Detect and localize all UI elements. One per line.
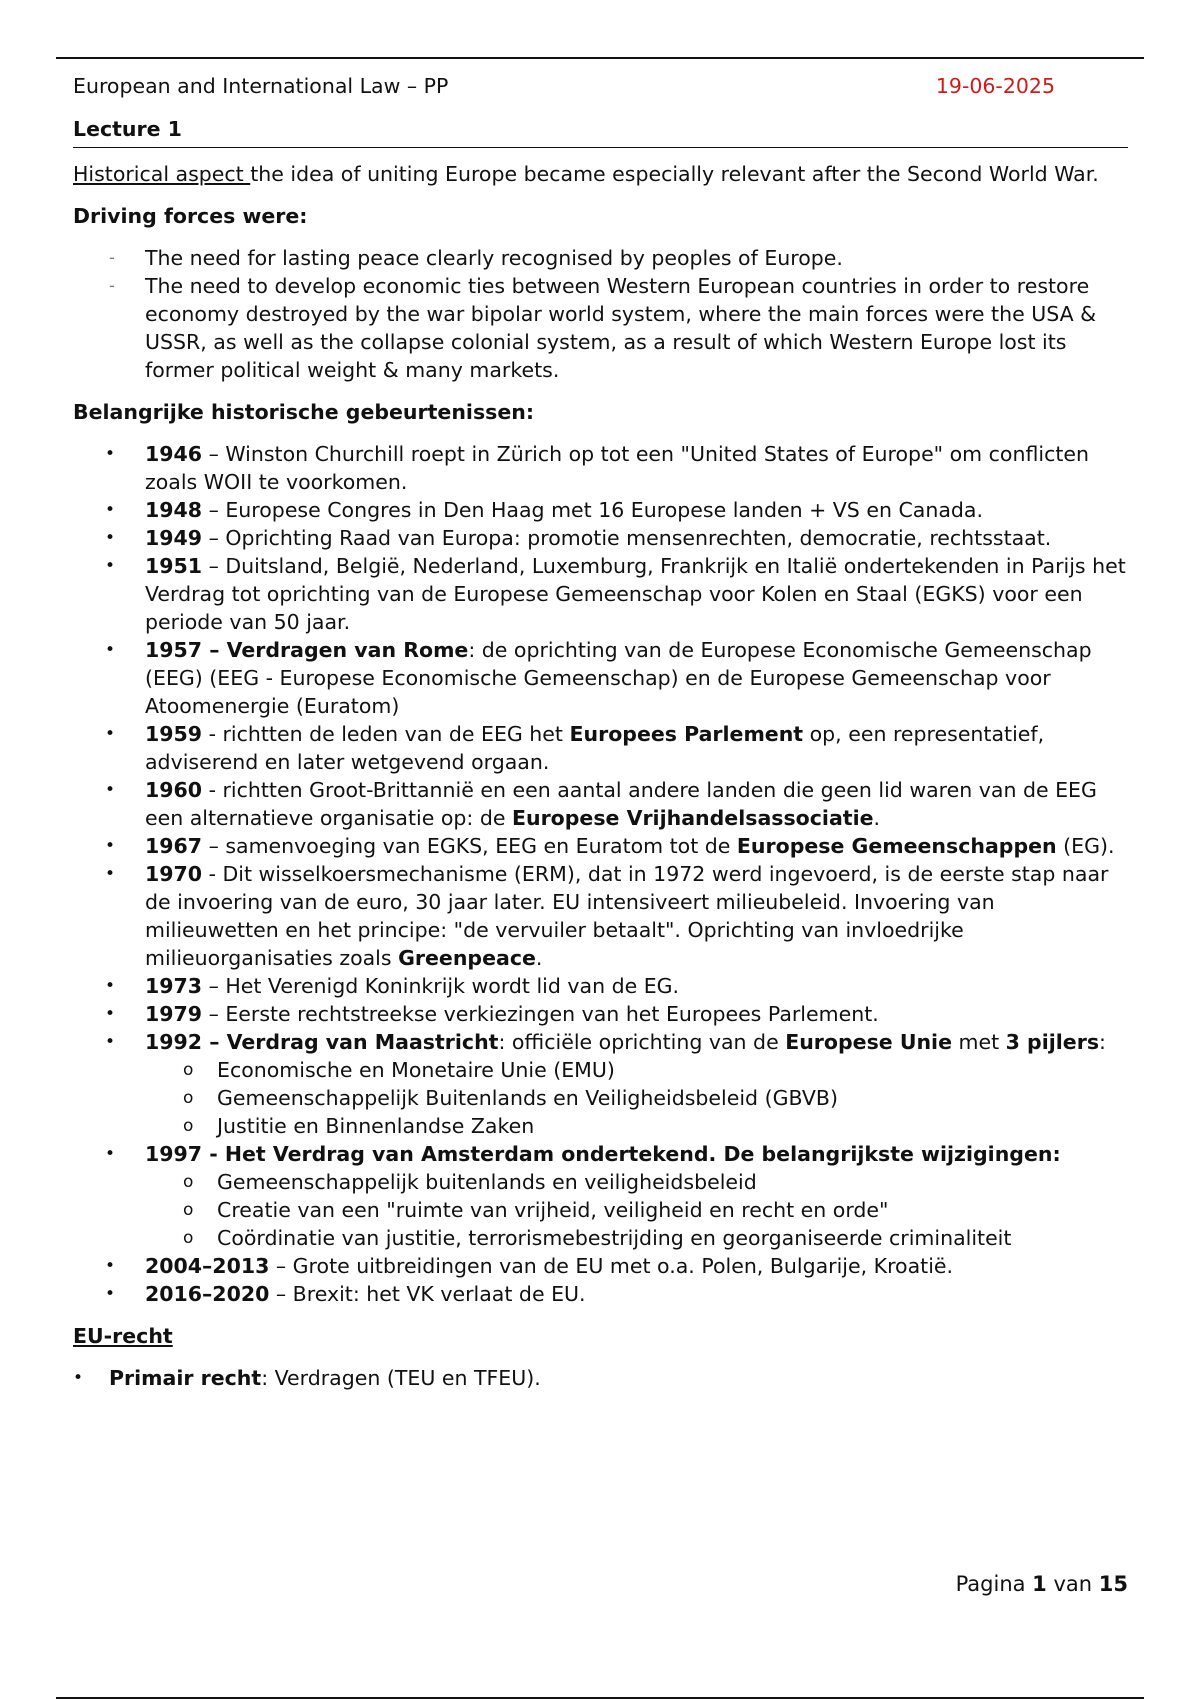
- event-bold: Europees Parlement: [569, 722, 804, 746]
- page-mid: van: [1046, 1572, 1099, 1596]
- current-page: 1: [1032, 1572, 1047, 1596]
- sub-item: [73, 1168, 1128, 1196]
- event-text: – Het Verenigd Koninkrijk wordt lid van de EG.: [202, 974, 680, 998]
- event-dash: –: [202, 1030, 227, 1054]
- bullet-icon: •: [105, 1032, 116, 1052]
- item-bold: Primair recht: [109, 1366, 262, 1390]
- total-pages: 15: [1098, 1572, 1128, 1596]
- event-bold: 1997 - Het Verdrag van Amsterdam ondertekend. De belangrijkste wijzigingen:: [145, 1142, 1061, 1166]
- event-1973: [73, 972, 1128, 1000]
- bullet-icon: •: [105, 500, 116, 520]
- sub-item-text: Coördinatie van justitie, terrorismebestrijding en georganiseerde criminaliteit: [217, 1226, 1012, 1250]
- page-number: [956, 1572, 1128, 1596]
- bullet-icon: •: [105, 724, 116, 744]
- event-text: – Grote uitbreidingen van de EU met o.a. Polen, Bulgarije, Kroatië.: [269, 1254, 954, 1278]
- circle-bullet-icon: o: [183, 1172, 194, 1192]
- event-year: 1992: [145, 1030, 203, 1054]
- event-1959: [73, 720, 1128, 776]
- intro-paragraph: [73, 160, 1128, 188]
- sub-item: [73, 1056, 1128, 1084]
- circle-bullet-icon: o: [183, 1116, 194, 1136]
- event-year: 1979: [145, 1002, 203, 1026]
- list-item-text: The need for lasting peace clearly recognised by peoples of Europe.: [145, 246, 843, 270]
- header-date: 19-06-2025: [935, 74, 1055, 98]
- event-year: 1973: [145, 974, 203, 998]
- event-year: 1967: [145, 834, 203, 858]
- bullet-icon: •: [105, 556, 116, 576]
- bullet-icon: •: [105, 1284, 116, 1304]
- bullet-icon: •: [105, 528, 116, 548]
- eu-law-list: [73, 1364, 1128, 1392]
- event-2004: [73, 1252, 1128, 1280]
- sub-item-text: Gemeenschappelijk Buitenlands en Veiligheidsbeleid (GBVB): [217, 1086, 838, 1110]
- dash-icon: -: [109, 248, 115, 267]
- event-year: 1949: [145, 526, 203, 550]
- bullet-icon: •: [105, 836, 116, 856]
- event-text: .: [873, 806, 881, 830]
- bullet-icon: •: [105, 444, 116, 464]
- event-text: – Winston Churchill roept in Zürich op tot een "United States of Europe" om conflicten zoals WOII te voorkomen.: [145, 442, 1089, 494]
- bullet-icon: •: [105, 976, 116, 996]
- sub-item: [73, 1084, 1128, 1112]
- event-text: : officiële oprichting van de: [498, 1030, 786, 1054]
- event-text: – Europese Congres in Den Haag met 16 Europese landen + VS en Canada.: [202, 498, 983, 522]
- sub-item: [73, 1112, 1128, 1140]
- event-bold: Verdragen van Rome: [226, 638, 469, 662]
- event-1970: [73, 860, 1128, 972]
- list-item: [73, 272, 1128, 384]
- event-bold: Europese Gemeenschappen: [736, 834, 1057, 858]
- bullet-icon: •: [105, 1004, 116, 1024]
- event-1957: [73, 636, 1128, 720]
- intro-label: Historical aspect: [73, 162, 251, 186]
- event-text: - richtten Groot-Brittannië en een aantal andere landen die geen lid waren van de EEG een alternatieve organisatie op: de: [145, 778, 1097, 830]
- list-item: [73, 1364, 1128, 1392]
- event-text: – Oprichting Raad van Europa: promotie mensenrechten, democratie, rechtsstaat.: [202, 526, 1052, 550]
- sub-item-text: Creatie van een "ruimte van vrijheid, veiligheid en recht en orde": [217, 1198, 889, 1222]
- sub-item-text: Justitie en Binnenlandse Zaken: [217, 1114, 535, 1138]
- page-header: [73, 70, 1128, 102]
- event-text: op, een representatief, adviserend en later wetgevend orgaan.: [145, 722, 1045, 774]
- circle-bullet-icon: o: [183, 1228, 194, 1248]
- event-year: 2004–2013: [145, 1254, 270, 1278]
- course-title: European and International Law – PP: [73, 74, 449, 98]
- event-1997: [73, 1140, 1128, 1252]
- event-dash: –: [202, 638, 227, 662]
- event-1967: [73, 832, 1128, 860]
- event-bold: Greenpeace: [398, 946, 536, 970]
- event-text: .: [535, 946, 543, 970]
- list-item: [73, 244, 1128, 272]
- event-text: :: [1099, 1030, 1106, 1054]
- bullet-icon: •: [105, 1256, 116, 1276]
- event-text: : de oprichting van de Europese Economische Gemeenschap (EEG) (EEG - Europese Economische Gemeenschap) en de Europese Gemeenschap voor Atoomenergie (Euratom): [145, 638, 1092, 718]
- bottom-rule: [56, 1697, 1144, 1699]
- event-text: – samenvoeging van EGKS, EEG en Euratom tot de: [202, 834, 737, 858]
- top-rule: [56, 57, 1144, 59]
- event-year: 1951: [145, 554, 203, 578]
- event-1949: [73, 524, 1128, 552]
- sub-item: [73, 1196, 1128, 1224]
- event-year: 1970: [145, 862, 203, 886]
- event-text: - richtten de leden van de EEG het: [202, 722, 570, 746]
- event-text: (EG).: [1056, 834, 1115, 858]
- dash-icon: -: [109, 276, 115, 295]
- sub-item-text: Economische en Monetaire Unie (EMU): [217, 1058, 615, 1082]
- event-year: 1957: [145, 638, 203, 662]
- eu-law-heading: EU-recht: [73, 1324, 173, 1348]
- lecture-title: Lecture 1: [73, 114, 1128, 148]
- item-text: : Verdragen (TEU en TFEU).: [261, 1366, 541, 1390]
- list-item-text: The need to develop economic ties between Western European countries in order to restore economy destroyed by the war bipolar world system, where the main forces were the USA & USSR, as well as the collapse colonial system, as a result of which Western Europe lost its former political weight & many markets.: [145, 274, 1097, 382]
- event-year: 1948: [145, 498, 203, 522]
- event-text: - Dit wisselkoersmechanisme (ERM), dat in 1972 werd ingevoerd, is de eerste stap naar de invoering van de euro, 30 jaar later. EU intensiveert milieubeleid. Invoering van milieuwetten en het principe: "de vervuiler betaalt". Oprichting van invloedrijke milieuorganisaties zoals: [145, 862, 1109, 970]
- bullet-icon: •: [105, 1144, 116, 1164]
- event-1992: [73, 1028, 1128, 1140]
- event-bold: 3 pijlers: [1005, 1030, 1100, 1054]
- driving-forces-heading: Driving forces were:: [73, 204, 308, 228]
- event-1960: [73, 776, 1128, 832]
- document-page: [73, 70, 1128, 1392]
- circle-bullet-icon: o: [183, 1200, 194, 1220]
- event-text: – Eerste rechtstreekse verkiezingen van het Europees Parlement.: [202, 1002, 879, 1026]
- event-bold: Europese Unie: [785, 1030, 952, 1054]
- event-bold: Europese Vrijhandelsassociatie: [511, 806, 874, 830]
- event-1948: [73, 496, 1128, 524]
- amsterdam-changes-list: [73, 1168, 1128, 1252]
- bullet-icon: •: [105, 640, 116, 660]
- driving-forces-list: [73, 244, 1128, 384]
- sub-item-text: Gemeenschappelijk buitenlands en veiligheidsbeleid: [217, 1170, 757, 1194]
- intro-text: the idea of uniting Europe became especially relevant after the Second World War.: [250, 162, 1099, 186]
- sub-item: [73, 1224, 1128, 1252]
- event-text: – Brexit: het VK verlaat de EU.: [269, 1282, 586, 1306]
- event-1946: [73, 440, 1128, 496]
- circle-bullet-icon: o: [183, 1088, 194, 1108]
- event-year: 1946: [145, 442, 203, 466]
- event-text: met: [952, 1030, 1006, 1054]
- circle-bullet-icon: o: [183, 1060, 194, 1080]
- event-bold: Verdrag van Maastricht: [226, 1030, 499, 1054]
- event-1951: [73, 552, 1128, 636]
- bullet-icon: •: [105, 780, 116, 800]
- event-year: 1959: [145, 722, 203, 746]
- event-2016: [73, 1280, 1128, 1308]
- event-text: – Duitsland, België, Nederland, Luxemburg, Frankrijk en Italië ondertekenden in Parijs het Verdrag tot oprichting van de Europese Gemeenschap voor Kolen en Staal (EGKS) voor een periode van 50 jaar.: [145, 554, 1126, 634]
- events-heading: Belangrijke historische gebeurtenissen:: [73, 400, 535, 424]
- bullet-icon: •: [73, 1368, 84, 1388]
- event-1979: [73, 1000, 1128, 1028]
- page-prefix: Pagina: [955, 1572, 1033, 1596]
- event-year: 2016–2020: [145, 1282, 270, 1306]
- pillars-list: [73, 1056, 1128, 1140]
- event-year: 1960: [145, 778, 203, 802]
- events-list: [73, 440, 1128, 1308]
- bullet-icon: •: [105, 864, 116, 884]
